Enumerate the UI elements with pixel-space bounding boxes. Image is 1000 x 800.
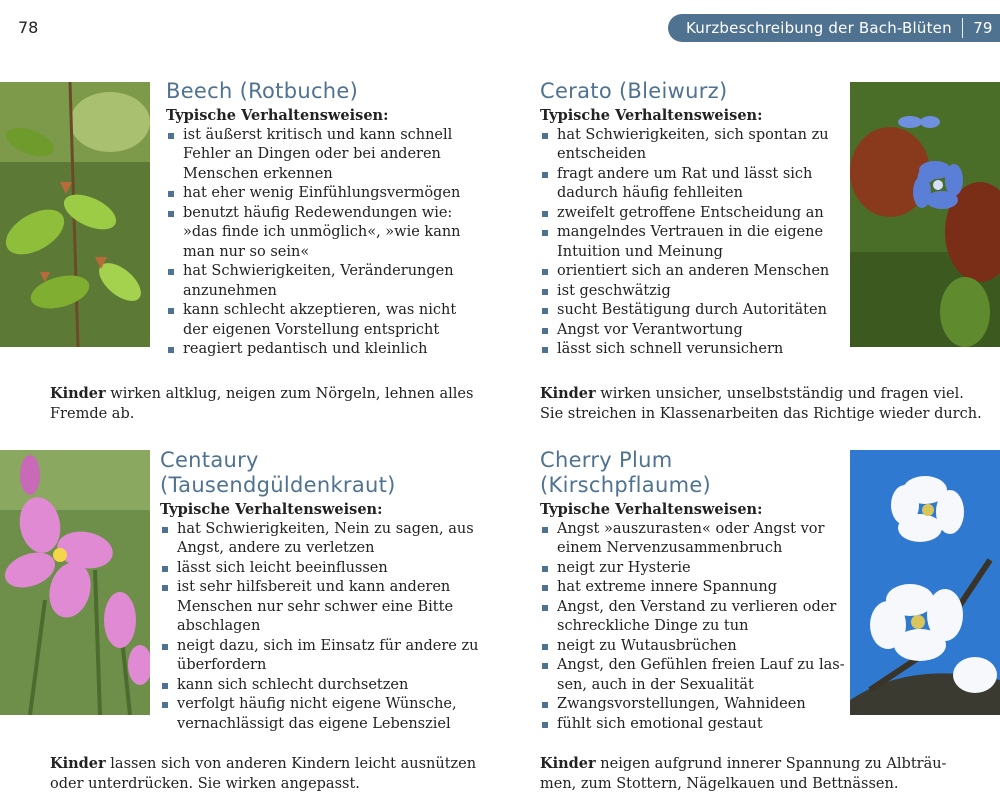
list-item: neigt dazu, sich im Einsatz für andere zu überfordern: [160, 637, 478, 676]
kinder-text: men, zum Stottern, Nägelkauen und Bettnässen.: [540, 775, 899, 792]
list-item: hat Schwierigkeiten, sich spontan zu entscheiden: [540, 126, 829, 165]
entry-title-line: (Tausendgüldenkraut): [160, 473, 396, 497]
entry-subhead: Typische Verhaltensweisen:: [166, 107, 389, 124]
entry-title: [540, 448, 845, 498]
kinder-text: lassen sich von anderen Kindern leicht ausnützen: [105, 756, 477, 772]
list-item: verfolgt häufig nicht eigene Wünsche, vernachlässigt das eigene Lebensziel: [160, 695, 478, 734]
kinder-paragraph-centaury: [50, 754, 476, 794]
behavior-list: [166, 126, 461, 360]
list-item: mangelndes Vertrauen in die eigene Intuition und Meinung: [540, 223, 829, 262]
list-item: fragt andere um Rat und lässt sich dadurch häufig fehlleiten: [540, 165, 829, 204]
list-item: lässt sich leicht beeinflussen: [160, 559, 478, 579]
entry-title-line: Cerato (Bleiwurz): [540, 79, 728, 103]
beech-leaves-photo: [0, 82, 150, 347]
kinder-word: Kinder: [50, 385, 106, 402]
kinder-word: Kinder: [540, 755, 596, 772]
cerato-flower-photo: [850, 82, 1000, 347]
entry-title-line: (Kirschpflaume): [540, 473, 712, 497]
kinder-paragraph-beech: [50, 384, 473, 424]
page-number-left: 78: [18, 18, 39, 37]
list-item: Angst vor Verantwortung: [540, 321, 829, 341]
behavior-list: [160, 520, 478, 735]
entry-cherry-plum: [540, 448, 845, 734]
entry-title-line: Centaury: [160, 448, 259, 472]
list-item: ist äußerst kritisch und kann schnell Fehler an Dingen oder bei anderen Menschen erkennen: [166, 126, 461, 185]
list-item: orientiert sich an anderen Menschen: [540, 262, 829, 282]
list-item: Angst, den Verstand zu verlieren oder schreckliche Dinge zu tun: [540, 598, 845, 637]
behavior-list: [540, 126, 829, 360]
list-item: hat eher wenig Einfühlungsvermögen: [166, 184, 461, 204]
cherry-plum-blossom-photo: [850, 450, 1000, 715]
list-item: Angst, den Gefühlen freien Lauf zu las- sen, auch in der Sexualität: [540, 656, 845, 695]
entry-centaury: [160, 448, 478, 734]
entry-cerato: [540, 79, 829, 360]
entry-title: [160, 448, 478, 498]
section-header-bar: [668, 14, 1000, 42]
list-item: neigt zu Wutausbrüchen: [540, 637, 845, 657]
kinder-word: Kinder: [50, 755, 106, 772]
page-number-right: 79: [973, 19, 993, 37]
header-divider: [962, 18, 964, 38]
list-item: neigt zur Hysterie: [540, 559, 845, 579]
entry-title: [166, 79, 461, 104]
centaury-flower-photo: [0, 450, 150, 715]
entry-title: [540, 79, 829, 104]
list-item: hat Schwierigkeiten, Nein zu sagen, aus Angst, andere zu verletzen: [160, 520, 478, 559]
kinder-text: Sie streichen in Klassenarbeiten das Richtige wieder durch.: [540, 405, 982, 422]
list-item: ist geschwätzig: [540, 282, 829, 302]
kinder-text: oder unterdrücken. Sie wirken angepasst.: [50, 775, 360, 792]
entry-beech: [166, 79, 461, 360]
kinder-text: neigen aufgrund innerer Spannung zu Albträu-: [595, 756, 947, 772]
list-item: hat Schwierigkeiten, Veränderungen anzunehmen: [166, 262, 461, 301]
list-item: benutzt häufig Redewendungen wie: »das finde ich unmöglich«, »wie kann man nur so sein«: [166, 204, 461, 263]
list-item: kann sich schlecht durchsetzen: [160, 676, 478, 696]
list-item: kann schlecht akzeptieren, was nicht der eigenen Vorstellung entspricht: [166, 301, 461, 340]
list-item: hat extreme innere Spannung: [540, 578, 845, 598]
section-header-title: Kurzbeschreibung der Bach-Blüten: [686, 19, 952, 37]
list-item: Angst »auszurasten« oder Angst vor einem Nervenzusammenbruch: [540, 520, 845, 559]
list-item: sucht Bestätigung durch Autoritäten: [540, 301, 829, 321]
behavior-list: [540, 520, 845, 735]
list-item: lässt sich schnell verunsichern: [540, 340, 829, 360]
kinder-text: wirken unsicher, unselbstständig und fragen viel.: [595, 386, 964, 402]
entry-title-line: Cherry Plum: [540, 448, 673, 472]
kinder-text: Fremde ab.: [50, 405, 135, 422]
list-item: zweifelt getroffene Entscheidung an: [540, 204, 829, 224]
entry-subhead: Typische Verhaltensweisen:: [540, 501, 763, 518]
kinder-word: Kinder: [540, 385, 596, 402]
list-item: Zwangsvorstellungen, Wahnideen: [540, 695, 845, 715]
list-item: reagiert pedantisch und kleinlich: [166, 340, 461, 360]
list-item: ist sehr hilfsbereit und kann anderen Menschen nur sehr schwer eine Bitte abschlagen: [160, 578, 478, 637]
list-item: fühlt sich emotional gestaut: [540, 715, 845, 735]
kinder-paragraph-cherry-plum: [540, 754, 946, 794]
kinder-text: wirken altklug, neigen zum Nörgeln, lehnen alles: [105, 386, 474, 402]
entry-title-line: Beech (Rotbuche): [166, 79, 359, 103]
kinder-paragraph-cerato: [540, 384, 982, 424]
entry-subhead: Typische Verhaltensweisen:: [160, 501, 383, 518]
entry-subhead: Typische Verhaltensweisen:: [540, 107, 763, 124]
